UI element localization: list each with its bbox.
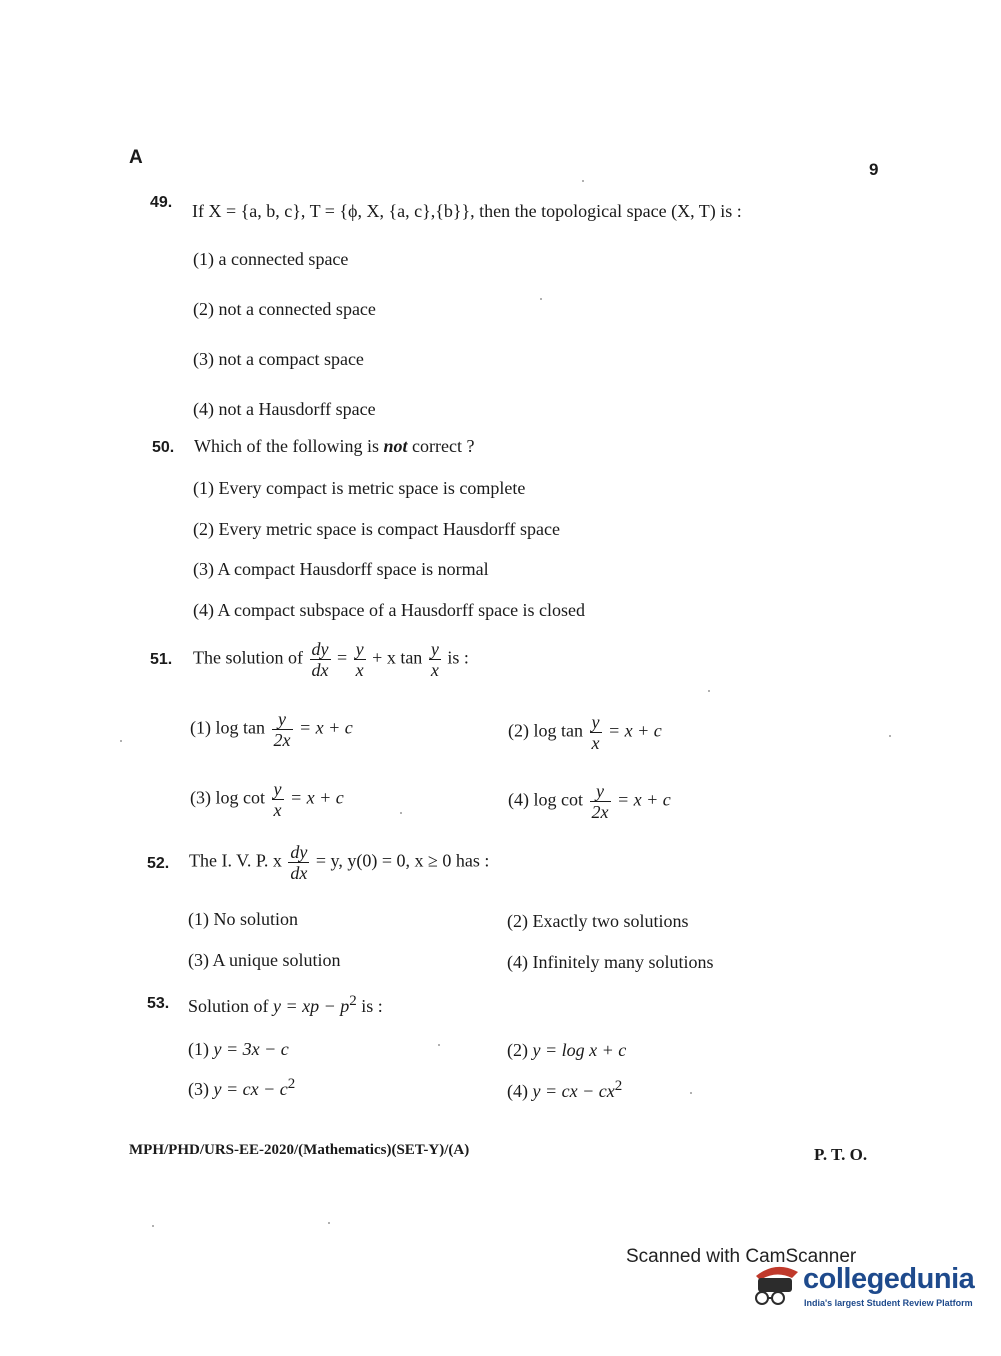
numerator: y xyxy=(590,782,611,802)
question-number: 51. xyxy=(150,651,173,668)
option: (3) A compact Hausdorff space is normal xyxy=(193,559,489,579)
option-fraction xyxy=(590,713,602,752)
question-text-part: is : xyxy=(447,647,469,668)
denominator: 2x xyxy=(591,802,609,822)
option-fraction xyxy=(272,780,284,819)
option-expression: y = 3x − c xyxy=(213,1039,289,1059)
numerator: dy xyxy=(311,639,329,659)
question-text-emphasis: not xyxy=(383,436,408,456)
option-fn: log tan xyxy=(533,720,583,741)
x-tan: x tan xyxy=(386,647,423,668)
option: (4) Infinitely many solutions xyxy=(507,952,714,972)
fraction-y-x xyxy=(429,640,441,679)
numerator: y xyxy=(591,712,600,732)
footer-code: MPH/PHD/URS-EE-2020/(Mathematics)(SET-Y)/(A) xyxy=(129,1142,470,1158)
question-text xyxy=(193,640,469,679)
denominator: x xyxy=(591,733,600,753)
option-label: (4) xyxy=(507,1081,528,1101)
option xyxy=(190,780,344,819)
option-fn: log tan xyxy=(215,717,265,738)
option: (4) not a Hausdorff space xyxy=(193,399,376,419)
option-expression: y = cx − cx xyxy=(532,1081,615,1101)
scan-speck xyxy=(582,180,584,182)
numerator: dy xyxy=(290,842,308,862)
option xyxy=(188,1076,295,1100)
question-expression: y = xp − p xyxy=(273,996,350,1016)
question-number: 53. xyxy=(147,995,170,1012)
denominator: dx xyxy=(290,863,308,883)
question-text xyxy=(194,436,474,457)
exponent: 2 xyxy=(287,1076,296,1092)
exponent: 2 xyxy=(614,1078,623,1094)
option-label: (1) xyxy=(190,717,211,738)
question-number: 49. xyxy=(150,194,173,211)
numerator: y xyxy=(430,639,439,659)
denominator: dx xyxy=(311,660,329,680)
denominator: 2x xyxy=(273,730,291,750)
question-text xyxy=(189,843,489,882)
option: (1) a connected space xyxy=(193,249,349,269)
question-text-part: Solution of xyxy=(188,996,269,1016)
option-expression: y = cx − c xyxy=(213,1079,288,1099)
option-label: (4) xyxy=(508,789,529,810)
question-text-part: is : xyxy=(361,996,383,1016)
option-label: (3) xyxy=(190,787,211,808)
option-rhs: = x + c xyxy=(617,789,671,810)
exponent: 2 xyxy=(349,993,357,1009)
equals-sign: = xyxy=(337,647,348,668)
numerator: y xyxy=(272,710,293,730)
scan-speck xyxy=(690,1092,692,1094)
option: (2) not a connected space xyxy=(193,299,376,319)
question-text-part: = y, y(0) = 0, x ≥ 0 has : xyxy=(315,850,490,871)
option xyxy=(188,1036,289,1060)
scan-speck xyxy=(889,735,891,737)
scan-speck xyxy=(152,1225,154,1227)
option xyxy=(508,713,662,752)
question-text xyxy=(188,993,383,1017)
option-rhs: = x + c xyxy=(299,717,353,738)
question-text-part: The solution of xyxy=(193,647,303,668)
fraction-y-x xyxy=(354,640,366,679)
option: (2) Every metric space is compact Hausdorff space xyxy=(193,519,561,539)
option-label: (1) xyxy=(188,1039,209,1059)
option xyxy=(507,1078,622,1102)
fraction-dy-dx xyxy=(288,843,309,882)
question-text-part: correct ? xyxy=(407,436,475,456)
page-number: 9 xyxy=(869,160,879,179)
denominator: x xyxy=(430,660,439,680)
option-fraction xyxy=(272,710,293,749)
scan-speck xyxy=(708,690,710,692)
option xyxy=(190,710,353,749)
option-label: (2) xyxy=(507,1040,528,1060)
collegedunia-brand: collegedunia xyxy=(803,1263,975,1295)
scan-speck xyxy=(328,1222,330,1224)
scan-speck xyxy=(540,298,542,300)
option-fn: log cot xyxy=(533,789,583,810)
option-rhs: = x + c xyxy=(608,720,662,741)
option-fraction xyxy=(590,782,611,821)
option: (4) A compact subspace of a Hausdorff space is closed xyxy=(193,600,586,620)
option: (1) Every compact is metric space is complete xyxy=(193,478,526,498)
fraction-dy-dx xyxy=(310,640,331,679)
pto-label: P. T. O. xyxy=(814,1145,868,1164)
option-rhs: = x + c xyxy=(290,787,344,808)
option-label: (3) xyxy=(188,1079,209,1099)
option: (3) A unique solution xyxy=(188,950,341,970)
question-text: If X = {a, b, c}, T = {ϕ, X, {a, c},{b}}, then the topological space (X, T) is : xyxy=(192,201,742,221)
question-number: 52. xyxy=(147,855,170,872)
option-expression: y = log x + c xyxy=(532,1040,627,1060)
set-letter: A xyxy=(129,147,143,168)
collegedunia-tagline: India's largest Student Review Platform xyxy=(804,1298,973,1308)
scan-speck xyxy=(120,740,122,742)
question-number: 50. xyxy=(152,439,175,456)
option xyxy=(507,1037,626,1061)
option xyxy=(508,782,671,821)
option: (1) No solution xyxy=(188,909,298,929)
scanned-with-label: Scanned with CamScanner xyxy=(626,1246,857,1267)
collegedunia-logo-icon xyxy=(748,1258,804,1308)
option-label: (2) xyxy=(508,720,529,741)
plus-sign: + xyxy=(372,647,383,668)
option: (2) Exactly two solutions xyxy=(507,911,689,931)
scan-speck xyxy=(438,1044,440,1046)
option-fn: log cot xyxy=(215,787,265,808)
option: (3) not a compact space xyxy=(193,349,364,369)
question-text-part: The I. V. P. x xyxy=(189,850,282,871)
numerator: y xyxy=(273,779,282,799)
numerator: y xyxy=(355,639,364,659)
question-text-part: Which of the following is xyxy=(194,436,384,456)
scan-speck xyxy=(400,812,402,814)
denominator: x xyxy=(355,660,364,680)
denominator: x xyxy=(273,800,282,820)
